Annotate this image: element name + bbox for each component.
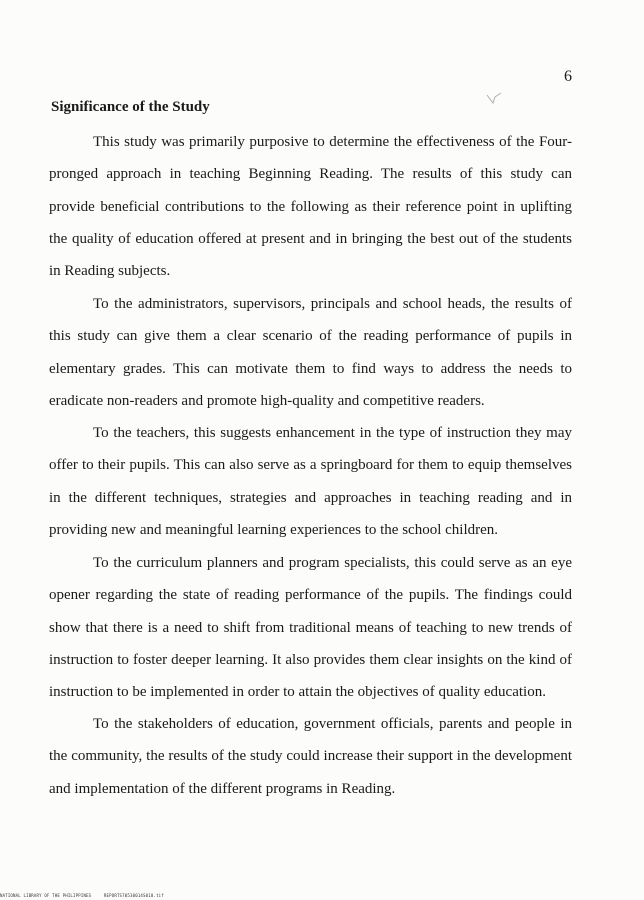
paragraph-stakeholders: To the stakeholders of education, government officials, parents and people in the community, the results of the study could increase their support in the development and implementation of the different programs in Reading.: [49, 716, 572, 797]
paragraph-teachers: To the teachers, this suggests enhancement in the type of instruction they may offer to their pupils. This can also serve as a springboard for them to equip themselves in the different techniques, strategies and approaches in teaching reading and in providing new and meaningful learning experiences to the school children.: [49, 425, 572, 538]
page-number: 6: [564, 68, 572, 85]
paragraph-administrators: To the administrators, supervisors, principals and school heads, the results of this study can give them a clear scenario of the reading performance of pupils in elementary grades. This can motivate them to find ways to address the needs to eradicate non-readers and promote high-quality and competitive readers.: [49, 296, 572, 409]
footer-file-id: REPORTS70530014S010.tif: [103, 893, 164, 898]
pen-mark-icon: [486, 92, 502, 106]
scan-footer: [0, 893, 174, 898]
paragraph-intro: This study was primarily purposive to determine the effectiveness of the Four-pronged approach in teaching Beginning Reading. The results of this study can provide beneficial contributions to the following as their reference point in uplifting the quality of education offered at present and in bringing the best out of the students in Reading subjects.: [49, 134, 572, 280]
footer-library: NATIONAL LIBRARY OF THE PHILIPPINES: [0, 893, 92, 898]
paragraph-curriculum-planners: To the curriculum planners and program specialists, this could serve as an eye opener regarding the state of reading performance of the pupils. The findings could show that there is a need to shift from traditional means of teaching to new trends of instruction to foster deeper learning. It also provides them clear insights on the kind of instruction to be implemented in order to attain the objectives of quality education.: [49, 555, 572, 701]
section-heading: Significance of the Study: [51, 99, 210, 115]
